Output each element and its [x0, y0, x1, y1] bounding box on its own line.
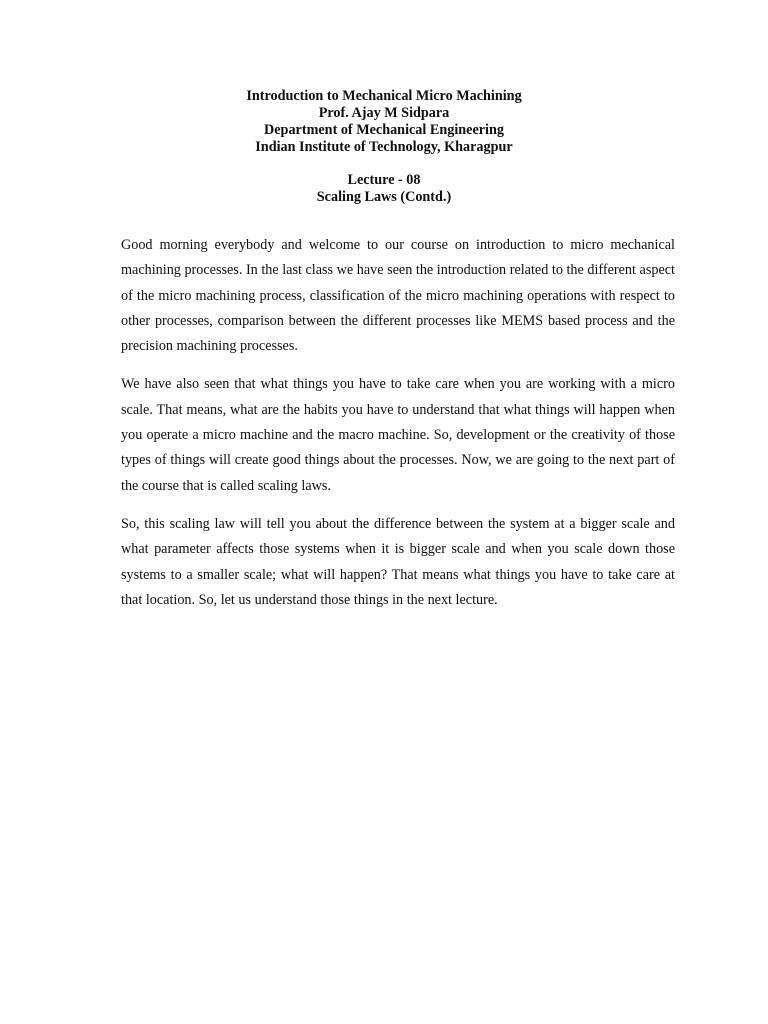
course-title: Introduction to Mechanical Micro Machining	[246, 88, 522, 104]
document-body	[121, 233, 675, 626]
lecture-heading	[0, 172, 768, 206]
lecture-title: Scaling Laws (Contd.)	[316, 189, 452, 205]
paragraph: We have also seen that what things you have to take care when you are working with a micro scale. That means, what are the habits you have to understand that what things will happen when you operate a micro machine and the macro machine. So, development or the creativity of those types of things will create good things about the processes. Now, we are going to the next part of the course that is called scaling laws.	[121, 376, 675, 494]
paragraph: Good morning everybody and welcome to our course on introduction to micro mechanical machining processes. In the last class we have seen the introduction related to the different aspect of the micro machining process, classification of the micro machining operations with respect to other processes, comparison between the different processes like MEMS based process and the precision machining processes.	[121, 237, 675, 355]
document-header	[0, 88, 768, 156]
instructor-name: Prof. Ajay M Sidpara	[318, 105, 450, 121]
lecture-number: Lecture - 08	[347, 172, 421, 188]
paragraph: So, this scaling law will tell you about the difference between the system at a bigger scale and what parameter affects those systems when it is bigger scale and when you scale down those systems to a smaller scale; what will happen? That means what things you have to take care at that location. So, let us understand those things in the next lecture.	[121, 515, 675, 608]
department-name: Department of Mechanical Engineering	[264, 122, 504, 138]
institute-name: Indian Institute of Technology, Kharagpur	[255, 139, 513, 155]
